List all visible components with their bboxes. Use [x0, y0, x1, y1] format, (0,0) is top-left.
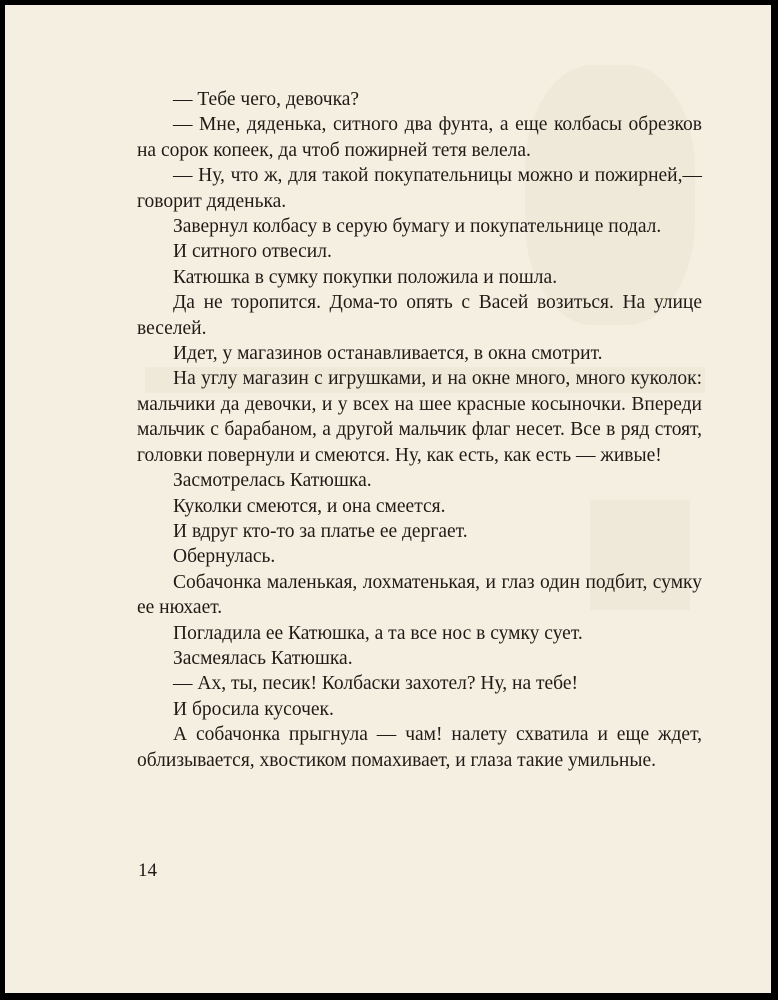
body-text: [137, 87, 702, 773]
paragraph: Да не торопится. Дома-то опять с Васей возиться. На улице веселей.: [137, 292, 702, 339]
paragraph: И вдруг кто-то за платье ее дергает.: [173, 520, 468, 542]
book-page: [5, 5, 771, 993]
paragraph: Завернул колбасу в серую бумагу и покупательнице подал.: [173, 216, 662, 238]
paragraph: Погладила ее Катюшка, а та все нос в сумку сует.: [173, 622, 583, 644]
paragraph: — Ах, ты, песик! Колбаски захотел? Ну, на тебе!: [173, 673, 578, 695]
paragraph: — Ну, что ж, для такой покупательницы можно и пожирней,— говорит дяденька.: [137, 165, 702, 212]
paragraph: Обернулась.: [173, 546, 276, 568]
paragraph: Засмотрелась Катюшка.: [173, 470, 372, 492]
page-number: 14: [138, 860, 157, 881]
paragraph: Засмеялась Катюшка.: [173, 647, 353, 669]
paragraph: И ситного отвесил.: [173, 241, 332, 263]
paragraph: Куколки смеются, и она смеется.: [173, 495, 446, 517]
paragraph: На углу магазин с игрушками, и на окне много, много куколок: мальчики да девочки, и у всех на шее красные косыночки. Впереди мальчик с барабаном, а другой мальчик флаг несет. Все в ряд стоят, головки повернули и смеются. Ну, как есть, как есть — живые!: [137, 368, 702, 466]
paragraph: Собачонка маленькая, лохматенькая, и глаз один подбит, сумку ее нюхает.: [137, 571, 702, 619]
paragraph: — Тебе чего, девочка?: [173, 89, 360, 110]
paragraph: А собачонка прыгнула — чам! налету схватила и еще ждет, облизывается, хвостиком помахивает, и глаза такие умильные.: [137, 724, 702, 771]
paragraph: Катюшка в сумку покупки положила и пошла.: [173, 266, 558, 288]
paragraph: — Мне, дяденька, ситного два фунта, а еще колбасы обрезков на сорок копеек, да чтоб пожирней тетя велела.: [137, 114, 702, 161]
paragraph: И бросила кусочек.: [173, 698, 334, 720]
paragraph: Идет, у магазинов останавливается, в окна смотрит.: [173, 343, 603, 365]
